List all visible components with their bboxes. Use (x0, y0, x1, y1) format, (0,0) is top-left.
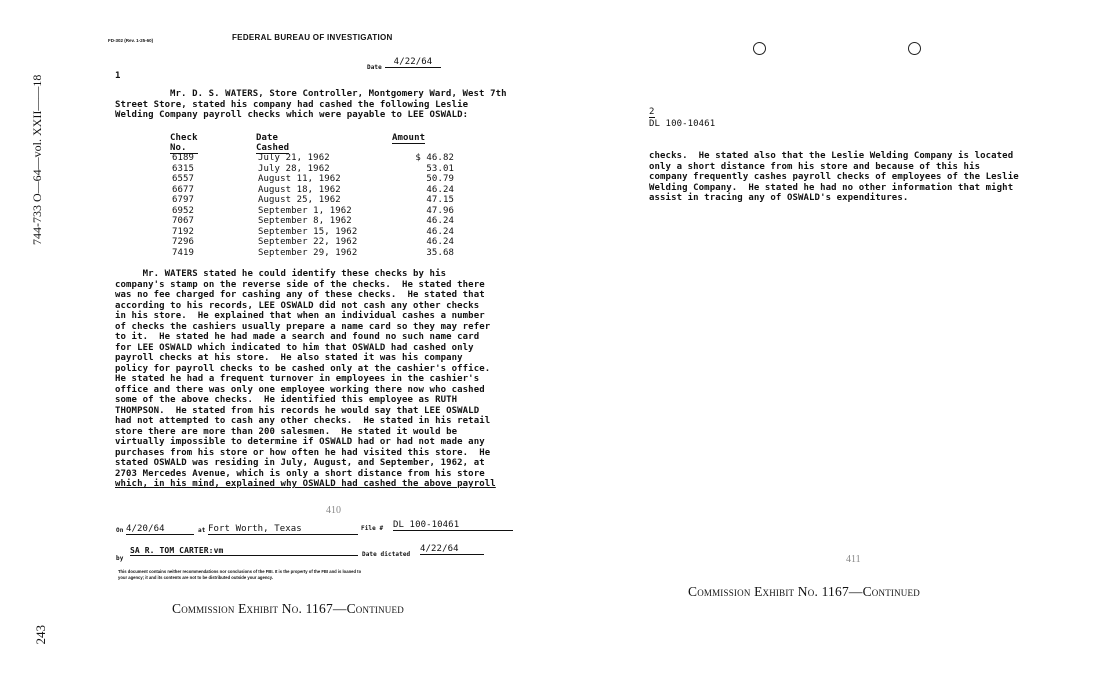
footer-on-label: On (116, 527, 124, 534)
text-line: virtually impossible to determine if OSWALD had or had not made any (115, 437, 485, 447)
text-line: 2703 Mercedes Avenue, which is only a short distance from his store (115, 468, 485, 479)
check-number-cell: 6189 (172, 153, 195, 163)
text-line: store there are more than 200 salesmen. He stated it would be (115, 426, 458, 437)
text-line: Welding Company. He stated he had no other information that might (649, 182, 1014, 193)
date-label: Date (367, 64, 382, 71)
check-number-cell: 7192 (172, 226, 195, 237)
date-cashed-cell: July 21, 1962 (258, 153, 330, 163)
footer-by-value: SA R. TOM CARTER:vm (130, 546, 358, 556)
footer-by-label: by (116, 555, 124, 562)
text-line: according to his records, LEE OSWALD did not cash any other checks (115, 300, 480, 311)
amount-cell: 53.01 (426, 163, 454, 174)
right-file-ref: DL 100-10461 (649, 119, 716, 129)
punch-hole-icon (753, 42, 766, 55)
amount-cell: 46.24 (426, 237, 454, 247)
date-cashed-cell: July 28, 1962 (258, 163, 330, 174)
table-row (172, 185, 466, 196)
date-cashed-cell: September 15, 1962 (258, 226, 358, 237)
text-line: THOMPSON. He stated from his records he would say that LEE OSWALD (115, 405, 480, 416)
right-body-lines (649, 151, 1019, 204)
date-value: 4/22/64 (385, 57, 441, 68)
text-line: to it. He stated he had made a search and found no such name card (115, 332, 480, 342)
form-number: FD-302 (Rev. 1-25-60) (108, 38, 154, 43)
text-line: assist in tracing any of OSWALD's expenditures. (649, 193, 909, 203)
text-line: had not attempted to cash any other checks. He stated in his retail (115, 416, 491, 426)
check-number-cell: 7296 (172, 237, 195, 247)
caption-left: Commission Exhibit No. 1167—Continued (172, 601, 404, 616)
text-line: Mr. WATERS stated he could identify these checks by his (115, 269, 447, 279)
intro-line: Welding Company payroll checks which were payable to LEE OSWALD: (115, 110, 469, 120)
date-cashed-cell: August 11, 1962 (258, 174, 341, 184)
page-number (33, 625, 49, 645)
check-number-cell: 7419 (172, 247, 195, 258)
check-number-cell: 6797 (172, 195, 195, 205)
text-line: purchases from his store or how often he had visited this store. He (115, 447, 491, 458)
intro-paragraph (115, 89, 507, 121)
intro-line: Street Store, stated his company had cashed the following Leslie (115, 99, 469, 110)
vertical-margin-note-text: 744-733 O—64—vol. XXII——18 (30, 74, 44, 245)
table-row (172, 248, 466, 259)
amount-cell: 47.15 (426, 195, 454, 205)
check-number-cell: 6557 (172, 174, 195, 184)
checks-table-body (172, 153, 466, 258)
text-line: office and there was only one employee working there now who cashed (115, 384, 485, 395)
date-cashed-cell: September 8, 1962 (258, 216, 352, 226)
footer-dictated-label: Date dictated (362, 551, 411, 558)
intro-line: Mr. D. S. WATERS, Store Controller, Montgomery Ward, West 7th (170, 89, 507, 99)
text-line: company's stamp on the reverse side of the checks. He stated there (115, 279, 485, 290)
date-cashed-cell: September 1, 1962 (258, 205, 352, 216)
text-line: only a short distance from his store and because of this his (649, 161, 981, 172)
table-row (172, 227, 466, 238)
column-header-amount: Amount (392, 133, 426, 143)
text-line: for LEE OSWALD which indicated to him that OSWALD had cashed only (115, 342, 474, 353)
page-mark-left: 410 (326, 505, 341, 516)
table-row (172, 237, 466, 248)
date-cashed-cell: August 18, 1962 (258, 184, 341, 195)
text-line: policy for payroll checks to be cashed only at the cashier's office. (115, 363, 491, 374)
check-number-cell: 6315 (172, 163, 195, 174)
agency-header: FEDERAL BUREAU OF INVESTIGATION (232, 33, 393, 42)
right-body-paragraph (649, 151, 1019, 204)
amount-cell: 46.24 (426, 216, 454, 226)
footer-on-value: 4/20/64 (126, 524, 194, 535)
table-row (172, 216, 466, 227)
amount-cell: 46.24 (426, 226, 454, 237)
footer-dictated-value: 4/22/64 (420, 544, 484, 555)
check-number-cell: 7067 (172, 216, 195, 226)
date-cashed-cell: August 25, 1962 (258, 195, 341, 205)
date-cashed-cell: September 29, 1962 (258, 247, 358, 258)
page-label-2: 2 (649, 107, 655, 117)
page-mark-right: 411 (846, 554, 861, 565)
text-line: payroll checks at his store. He also stated it was his company (115, 353, 463, 363)
footer-at-value: Fort Worth, Texas (208, 524, 358, 535)
caption-right: Commission Exhibit No. 1167—Continued (688, 584, 920, 599)
text-line: of checks the cashiers usually prepare a name card so they may refer (115, 321, 491, 332)
footer-file-label: File # (361, 525, 384, 532)
page-label-1: 1 (115, 71, 121, 81)
table-row (172, 153, 466, 164)
column-header-check-no: Check No. (170, 133, 198, 153)
amount-cell: 46.24 (426, 184, 454, 195)
check-number-cell: 6677 (172, 184, 195, 195)
text-line: He stated he had a frequent turnover in employees in the cashier's (115, 374, 480, 384)
column-header-date-cashed: Date Cashed (256, 133, 290, 153)
check-number-cell: 6952 (172, 205, 195, 216)
page-number-text: 243 (33, 625, 48, 645)
amount-cell: 47.96 (426, 205, 454, 216)
text-line: company frequently cashes payroll checks of employees of the Leslie (649, 172, 1019, 182)
text-line: stated OSWALD was residing in July, August, and September, 1962, at (115, 458, 485, 468)
text-line: which, in his mind, explained why OSWALD had cashed the above payroll (115, 479, 496, 489)
text-line: in his store. He explained that when an individual cashes a number (115, 311, 485, 321)
text-line: checks. He stated also that the Leslie Welding Company is located (649, 151, 1014, 161)
checks-table (172, 153, 466, 258)
footer-at-label: at (198, 527, 206, 534)
table-row (172, 164, 466, 175)
table-row (172, 174, 466, 185)
punch-hole-icon (908, 42, 921, 55)
disclaimer-line-1: This document contains neither recommendations nor conclusions of the FBI. It is the property of the FBI and is loaned to (118, 569, 362, 574)
date-cashed-cell: September 22, 1962 (258, 237, 358, 247)
vertical-margin-note (30, 40, 45, 245)
amount-cell: $ 46.82 (415, 153, 454, 163)
body-lines (115, 269, 496, 490)
amount-cell: 50.79 (426, 174, 454, 184)
text-line: was no fee charged for cashing any of these checks. He stated that (115, 290, 485, 300)
table-row (172, 206, 466, 217)
table-row (172, 195, 466, 206)
disclaimer-line-2: your agency; it and its contents are not to be distributed outside your agency. (118, 575, 273, 580)
amount-cell: 35.68 (426, 247, 454, 258)
footer-file-value: DL 100-10461 (393, 520, 513, 531)
text-line: some of the above checks. He identified this employee as RUTH (115, 395, 458, 405)
body-paragraph (115, 269, 496, 490)
